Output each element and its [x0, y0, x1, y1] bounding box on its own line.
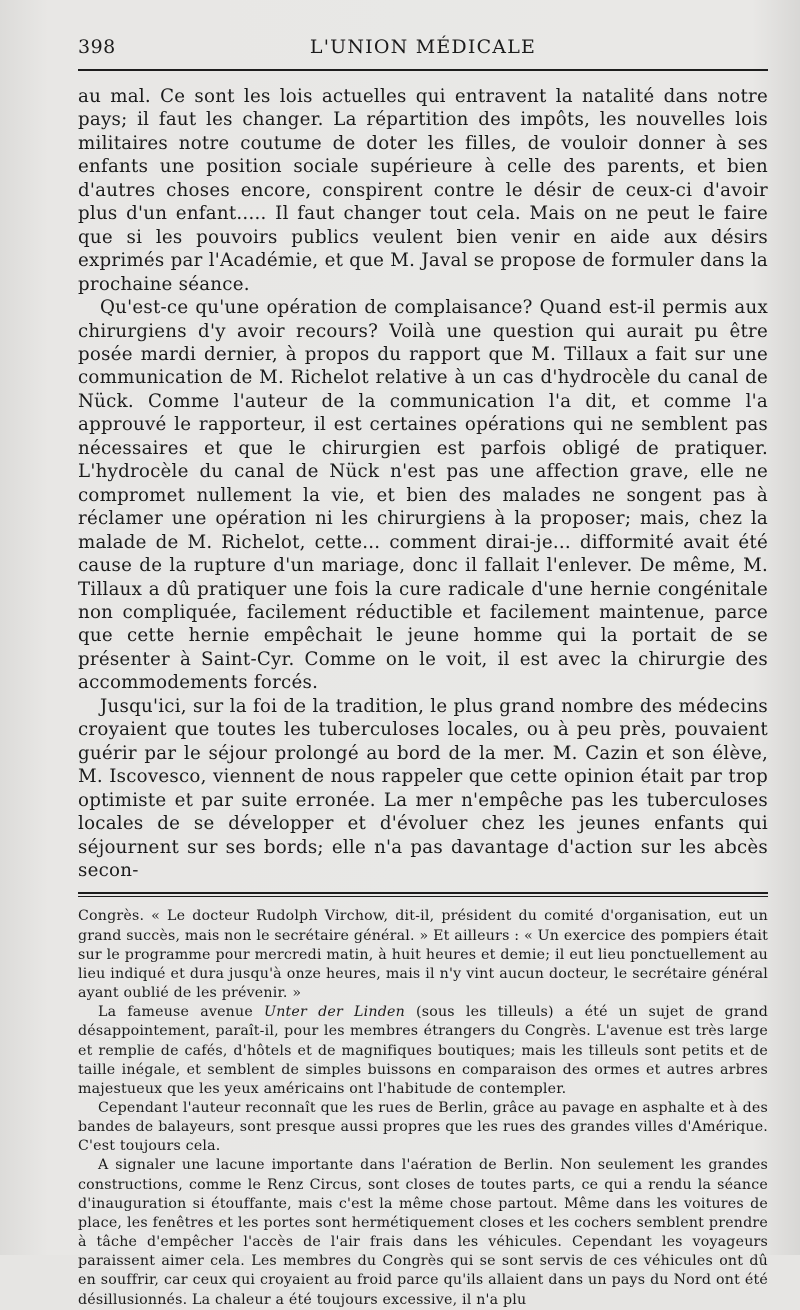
footnote-rule — [78, 892, 768, 894]
header-rule — [78, 69, 768, 71]
footnote-unter-den-linden — [78, 1003, 768, 1099]
footnotes — [78, 907, 768, 1309]
paragraph-tuberculoses: Jusqu'ici, sur la foi de la tradition, le plus grand nombre des médecins croyaient que toutes les tuberculoses locales, ou à peu près, pouvaient guérir par le séjour prolongé au bord de la mer. M. Cazin et son élève, M. Iscovesco, viennent de nous rappeler que cette opinion était par trop optimiste et par suite erronée. La mer n'empêche pas les tuberculoses locales de se développer et d'évoluer chez les jeunes enfants qui séjournent sur ses bords; elle n'a pas davantage d'action sur les abcès secon- — [78, 695, 768, 881]
journal-title: L'UNION MÉDICALE — [309, 36, 537, 58]
footnote-italic-avenue: Unter der Linden — [264, 1004, 405, 1021]
footnote-congres: Congrès. « Le docteur Rudolph Virchow, dit-il, président du comité d'organisation, eut un grand succès, mais non le secrétaire général. » Et ailleurs : « Un exercice des pompiers était sur le programme pour mercredi matin, à huit heures et demie; il eut lieu ponctuellement au lieu indiqué et dura jusqu'à onze heures, mais il n'y vint aucun docteur, le secrétaire général ayant oublié de les prévenir. » — [78, 908, 768, 1002]
footnote-rues-berlin: Cependant l'auteur reconnaît que les rues de Berlin, grâce au pavage en asphalte et à des bandes de balayeurs, sont presque aussi propres que les rues des grandes villes d'Amérique. C'est toujours cela. — [78, 1099, 768, 1155]
footnote-rule-thin — [78, 896, 768, 897]
main-text — [78, 85, 768, 882]
page-header — [78, 36, 768, 66]
paragraph-complaisance: Qu'est-ce qu'une opération de complaisance? Quand est-il permis aux chirurgiens d'y avoir recours? Voilà une question qui aurait pu être posée mardi dernier, à propos du rapport que M. Tillaux a fait sur une communication de M. Richelot relative à un cas d'hydrocèle du canal de Nück. Comme l'auteur de la communication l'a dit, et comme l'a approuvé le rapporteur, il est certaines opérations qui ne semblent pas nécessaires et que le chirurgien est parfois obligé de pratiquer. L'hydrocèle du canal de Nück n'est pas une affection grave, elle ne compromet nullement la vie, et bien des malades ne songent pas à réclamer une opération ni les chirurgiens à la proposer; mais, chez la malade de M. Richelot, cette... comment dirai-je... difformité avait été cause de la rupture d'un mariage, donc il fallait l'enlever. De même, M. Tillaux a dû pratiquer une fois la cure radicale d'une hernie congénitale non compliquée, facilement réductible et facilement maintenue, parce que cette hernie empêchait le jeune homme qui la portait de se présenter à Saint-Cyr. Comme on le voit, il est avec la chirurgie des accommodements forcés. — [78, 297, 768, 694]
page-number: 398 — [78, 36, 116, 58]
footnote-text-before: La fameuse avenue — [98, 1004, 265, 1021]
paragraph-natalite: au mal. Ce sont les lois actuelles qui entravent la natalité dans notre pays; il faut les changer. La répartition des impôts, les nouvelles lois militaires notre coutume de doter les filles, de vouloir donner à ses enfants une position sociale supérieure à celle des parents, et bien d'autres choses encore, conspirent contre le désir de ceux-ci d'avoir plus d'un enfant..... Il faut changer tout cela. Mais on ne peut le faire que si les pouvoirs publics veulent bien venir en aide aux désirs exprimés par l'Académie, et que M. Javal se propose de formuler dans la prochaine séance. — [78, 86, 768, 295]
footnote-aeration: A signaler une lacune importante dans l'aération de Berlin. Non seulement les grandes constructions, comme le Renz Circus, sont closes de toutes parts, ce qui a rendu la séance d'inauguration si étouffante, mais c'est la même chose partout. Même dans les voitures de place, les fenêtres et les portes sont hermétiquement closes et les cochers semblent prendre à tâche d'empêcher l'accès de l'air frais dans les véhicules. Cependant les voyageurs paraissent aimer cela. Les membres du Congrès qui se sont servis de ces véhicules ont dû en souffrir, car ceux qui croyaient au froid parce qu'ils allaient dans un pays du Nord ont été désillusionnés. La chaleur a été toujours excessive, il n'a plu — [78, 1157, 768, 1308]
footnote-text-after: (sous les tilleuls) a été un sujet de grand désappointement, paraît-il, pour les membres étrangers du Congrès. L'avenue est très large et remplie de cafés, d'hôtels et de magnifiques boutiques; mais les tilleuls sont petits et de taille inégale, et semblent de simples buissons en comparaison des ormes et autres arbres majestueux que les yeux américains ont l'habitude de contempler. — [78, 1004, 768, 1097]
